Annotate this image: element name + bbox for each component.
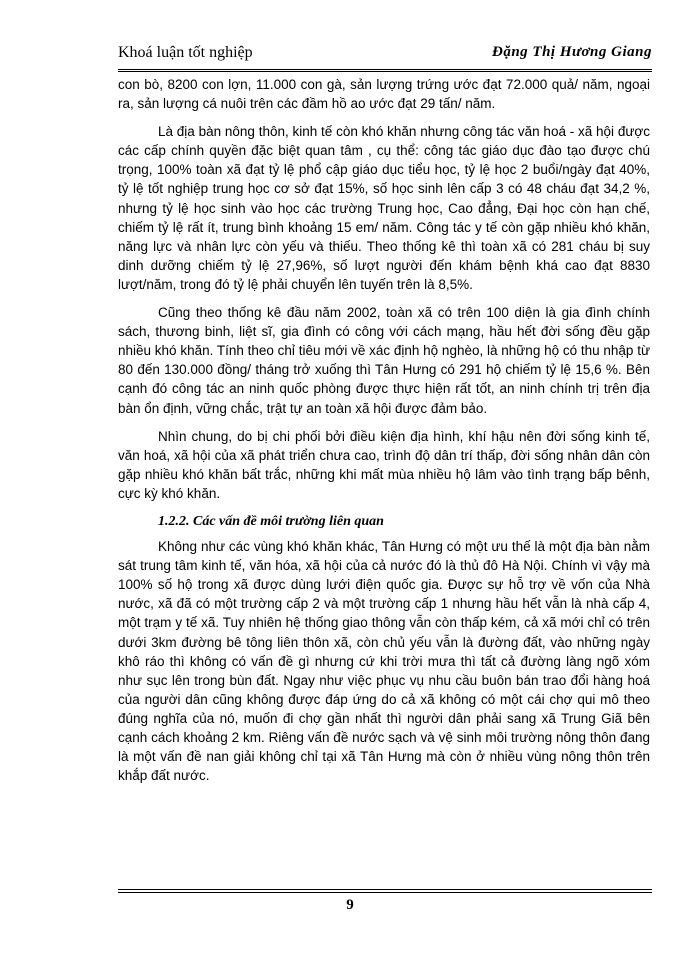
paragraph: Không như các vùng khó khăn khác, Tân Hưng có một ưu thế là một địa bàn nằm sát trung tâm kinh tế, văn hóa, xã hội của cả nước đó là thủ đô Hà Nội. Chính vì vậy mà 100% số hộ trong xã được dùng lưới điện quốc gia. Được sự hỗ trợ về vốn của Nhà nước, xã đã có một trường cấp 2 và một trường cấp 1 nhưng hầu hết vẫn là nhà cấp 4, một trạm y tế xã. Tuy nhiên hệ thống giao thông vẫn còn thấp kém, cả xã mới chỉ có trên dưới 3km đường bê tông liên thôn xã, còn chủ yếu vẫn là đường đất, vào những ngày khô ráo thì không có vấn đề gì nhưng cứ khi trời mưa thì tất cả đường làng ngõ xóm như sục lên trong bùn đất. Ngay như việc phục vụ nhu cầu buôn bán trao đổi hàng hoá của người dân cũng không được đáp ứng do cả xã không có một cái chợ qui mô theo đúng nghĩa của nó, muốn đi chợ gần nhất thì người dân phải sang xã Trung Giã bên cạnh cách khoảng 2 km. Riêng vấn đề nước sạch và vệ sinh môi trường nông thôn đang là một vấn đề nan giải không chỉ tại xã Tân Hưng mà còn ở nhiều vùng nông thôn trên khắp đất nước. [118, 539, 650, 784]
paragraph: Là địa bàn nông thôn, kinh tế còn khó khăn nhưng công tác văn hoá - xã hội được các cấp chính quyền đặc biệt quan tâm , cụ thể: công tác giáo dục đào tạo được chú trọng, 100% toàn xã đạt tỷ lệ phổ cập giáo dục tiểu học, tỷ lệ học 2 buổi/ngày đạt 40%, tỷ lệ tốt nghiệp trung học cơ sở đạt 15%, số học sinh lên cấp 3 có 48 cháu đạt 34,2 %, nhưng tỷ lệ học sinh vào học các trường Trung học, Cao đẳng, Đại học còn hạn chế, chiếm tỷ lệ rất ít, trung bình khoảng 15 em/ năm. Công tác y tế còn gặp nhiều khó khăn, năng lực và nhân lực còn yếu và thiếu. Theo thống kê thì toàn xã có 281 cháu bị suy dinh dưỡng chiếm tỷ lệ 27,96%, số lượt người đến khám bệnh khá cao đạt 8830 lượt/năm, trong đó tỷ lệ phải chuyển lên tuyến trên là 8,5%. [118, 124, 650, 292]
header-title: Khoá luận tốt nghiệp [118, 44, 253, 61]
paragraph: con bò, 8200 con lợn, 11.000 con gà, sản lượng trứng ước đạt 72.000 quả/ năm, ngoại ra, sản lượng cá nuôi trên các đầm hồ ao ước đạt 29 tấn/ năm. [118, 77, 650, 112]
section-heading: 1.2.2. Các vấn đề môi trường liên quan [158, 513, 384, 529]
header-author: Đặng Thị Hương Giang [492, 44, 652, 60]
footer-divider [118, 889, 652, 890]
page-header [118, 40, 652, 70]
footer-divider-secondary [118, 892, 652, 893]
header-divider [118, 69, 652, 72]
paragraph: Nhìn chung, do bị chi phối bởi điều kiện địa hình, khí hậu nên đời sống kinh tế, văn hoá, xã hội của xã phát triển chưa cao, trình độ dân trí thấp, đời sống nhân dân còn gặp nhiều khó khăn bất trắc, những khi mất mùa nhiều hộ lâm vào tình trạng bấp bênh, cực kỳ khó khăn. [118, 428, 650, 501]
page-number: 9 [346, 897, 354, 913]
document-body [118, 75, 650, 794]
paragraph: Cũng theo thống kê đầu năm 2002, toàn xã có trên 100 diện là gia đình chính sách, thương binh, liệt sĩ, gia đình có công với cách mạng, hầu hết đời sống đều gặp nhiều khó khăn. Tính theo chỉ tiêu mới về xác định hộ nghèo, là những hộ có thu nhập từ 80 đến 130.000 đồng/ tháng trở xuống thì Tân Hưng có 291 hộ chiếm tỷ lệ 15,6 %. Bên cạnh đó công tác an ninh quốc phòng được thực hiện rất tốt, an ninh chính trị trên địa bàn ổn định, vững chắc, trật tự an toàn xã hội được đảm bảo. [118, 305, 650, 416]
